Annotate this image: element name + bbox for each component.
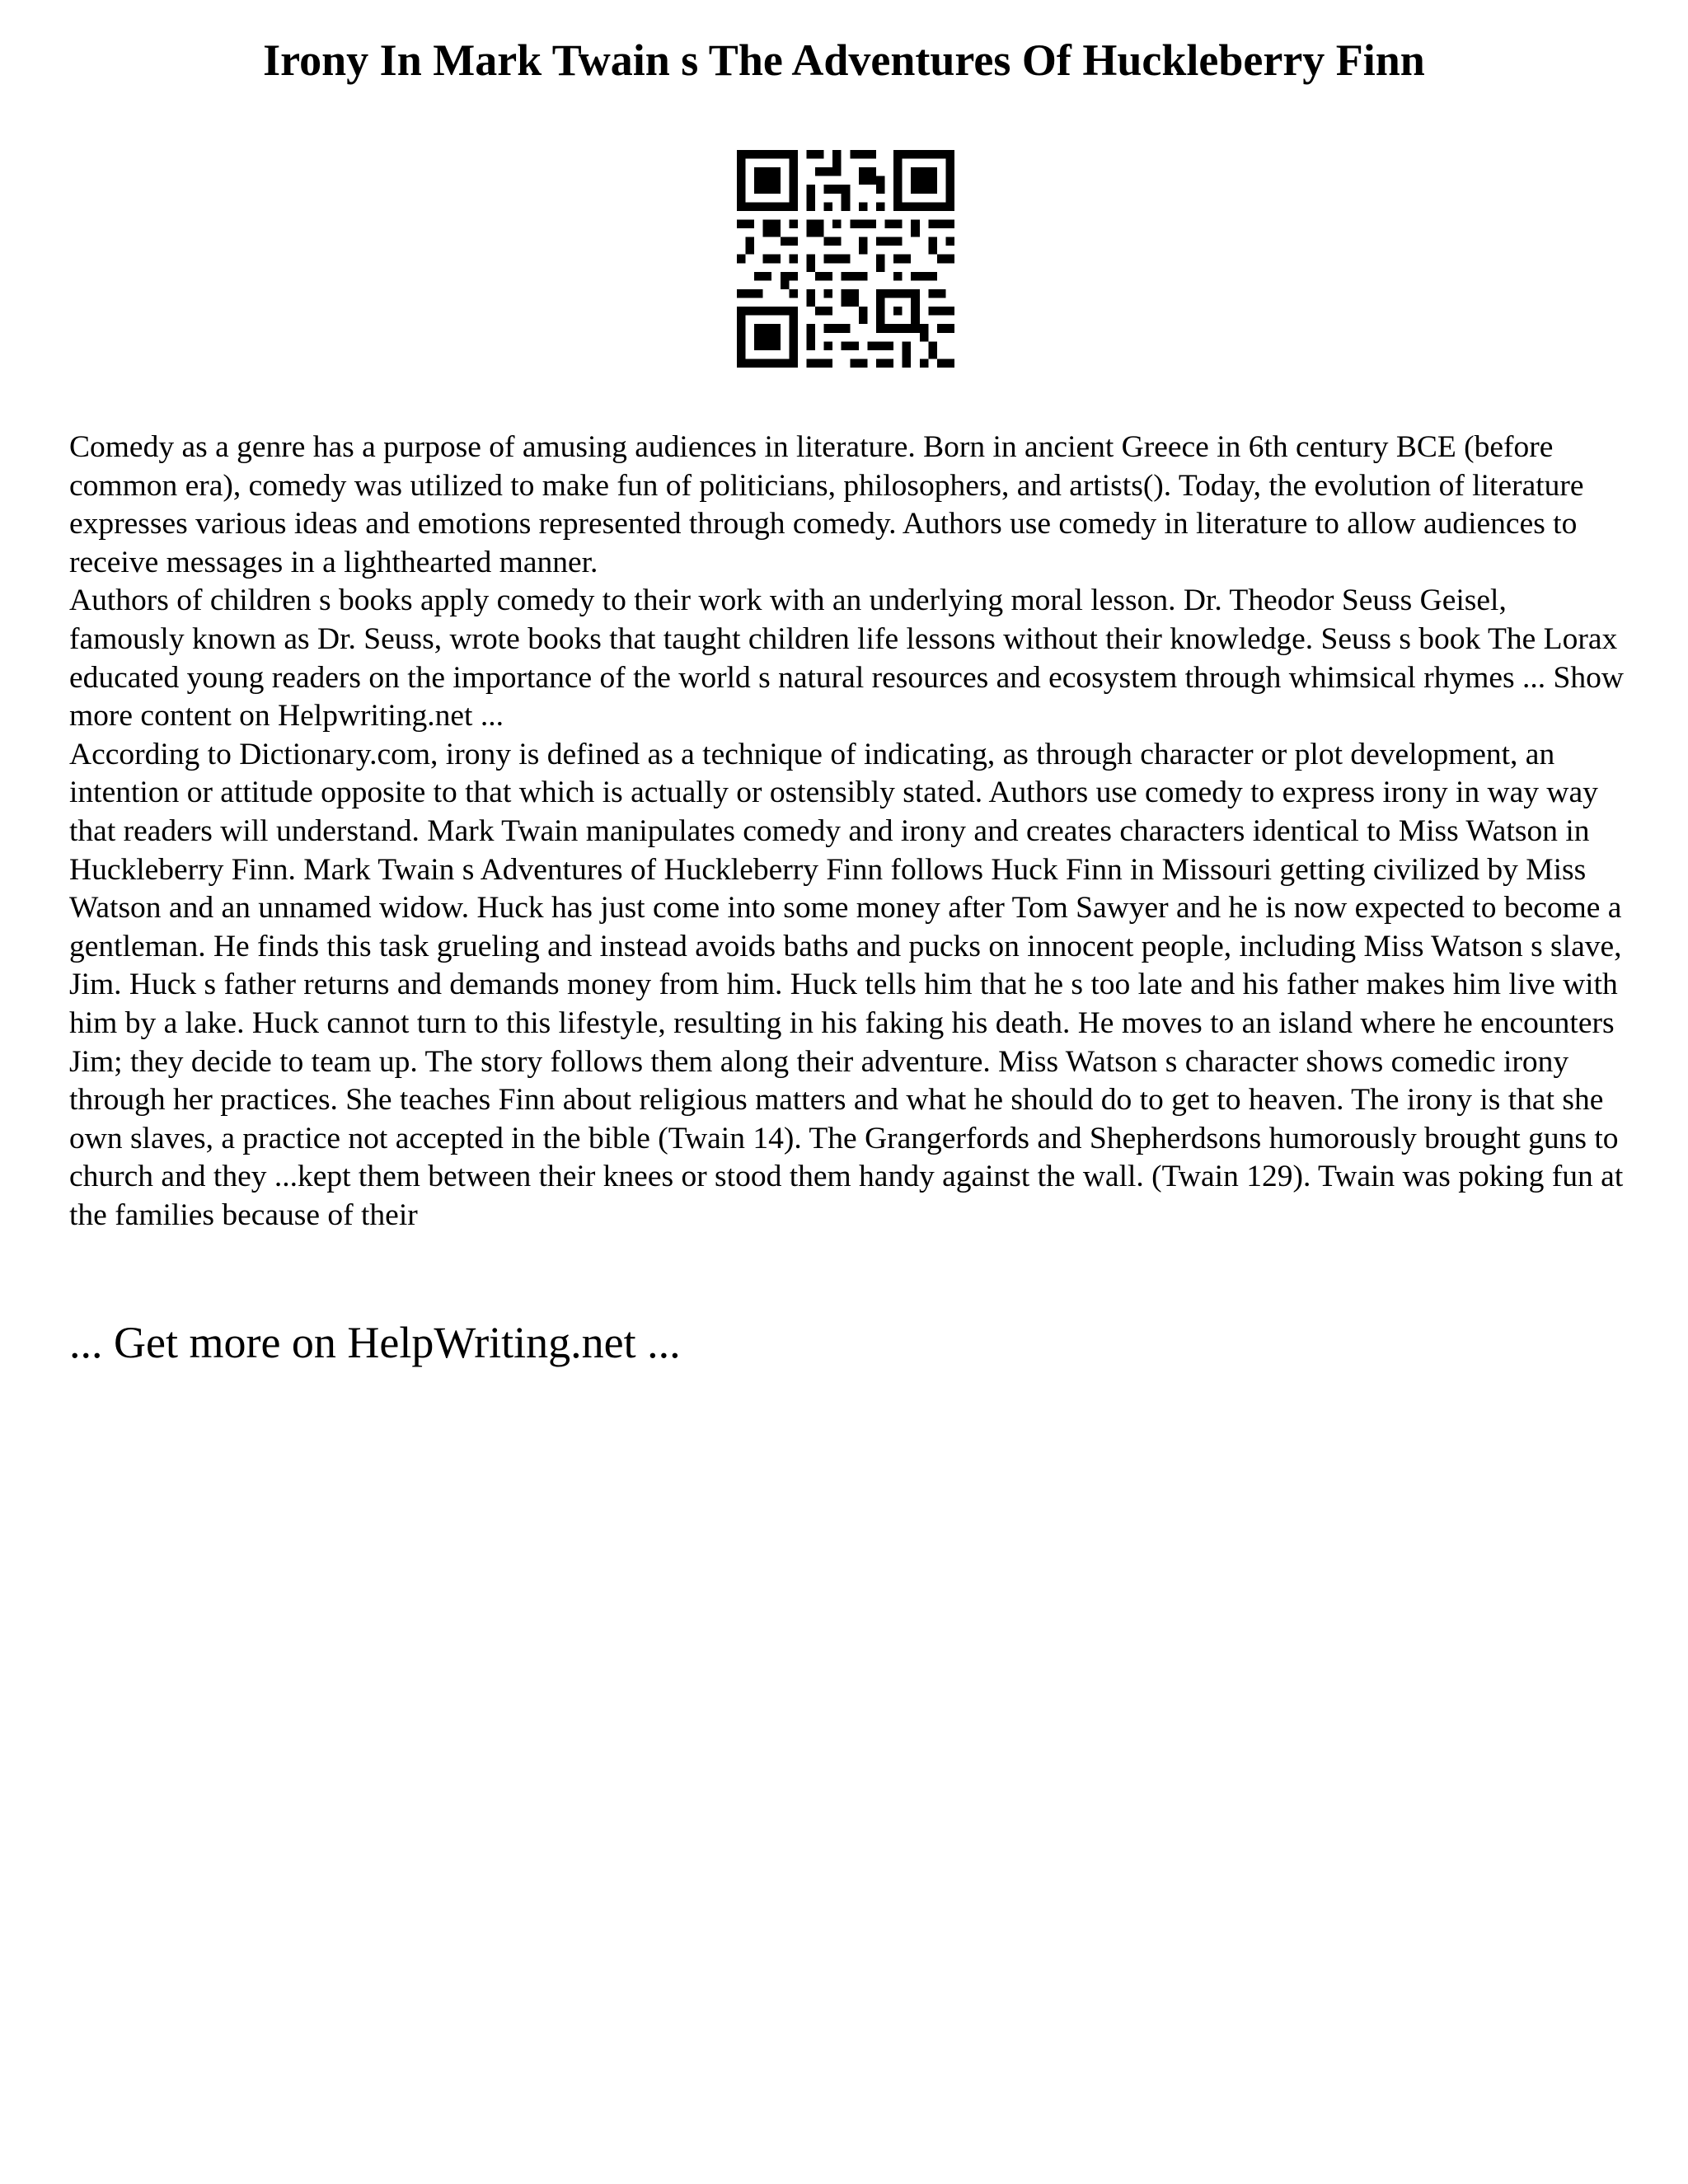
paragraph-comedy-genre: Comedy as a genre has a purpose of amusing audiences in literature. Born in ancient Greece in 6th century BCE (before common era), comedy was utilized to make fun of politicians, philosophers, and artists(). Today, the evolution of literature expresses various ideas and emotions represented through comedy. Authors use comedy in literature to allow audiences to receive messages in a lighthearted manner.: [69, 430, 1584, 579]
paragraph-irony-definition: According to Dictionary.com, irony is defined as a technique of indicating, as through character or plot development, an intention or attitude opposite to that which is actually or ostensibly stated. Authors use comedy to express irony in way way that readers will understand. Mark Twain manipulates comedy and irony and creates characters identical to Miss Watson in Huckleberry Finn. Mark Twain s Adventures of Huckleberry Finn follows Huck Finn in Missouri getting civilized by Miss Watson and an unnamed widow. Huck has just come into some money after Tom Sawyer and he is now expected to become a gentleman. He finds this task grueling and instead avoids baths and pucks on innocent people, including Miss Watson s slave, Jim. Huck s father returns and demands money from him. Huck tells him that he s too late and his father makes him live with him by a lake. Huck cannot turn to this lifestyle, resulting in his faking his death. He moves to an island where he encounters Jim; they decide to team up. The story follows them along their adventure. Miss Watson s character shows comedic irony through her practices. She teaches Finn about religious matters and what he should do to get to heaven. The irony is that she own slaves, a practice not accepted in the bible (Twain 14). The Grangerfords and Shepherdsons humorously brought guns to church and they ...kept them between their knees or stood them handy against the wall. (Twain 129). Twain was poking fun at the families because of their: [69, 737, 1624, 1232]
document-body: [69, 429, 1627, 1235]
get-more-link[interactable]: ... Get more on HelpWriting.net ...: [69, 1318, 681, 1367]
qr-code-icon: [737, 150, 954, 368]
document-title: Irony In Mark Twain s The Adventures Of Huckleberry Finn: [263, 35, 1425, 85]
paragraph-childrens-books: Authors of children s books apply comedy to their work with an underlying moral lesson. Dr. Theodor Seuss Geisel, famously known as Dr. Seuss, wrote books that taught children life lessons without their knowledge. Seuss s book The Lorax educated young readers on the importance of the world s natural resources and ecosystem through whimsical rhymes ... Show more content on Helpwriting.net ...: [69, 583, 1624, 733]
